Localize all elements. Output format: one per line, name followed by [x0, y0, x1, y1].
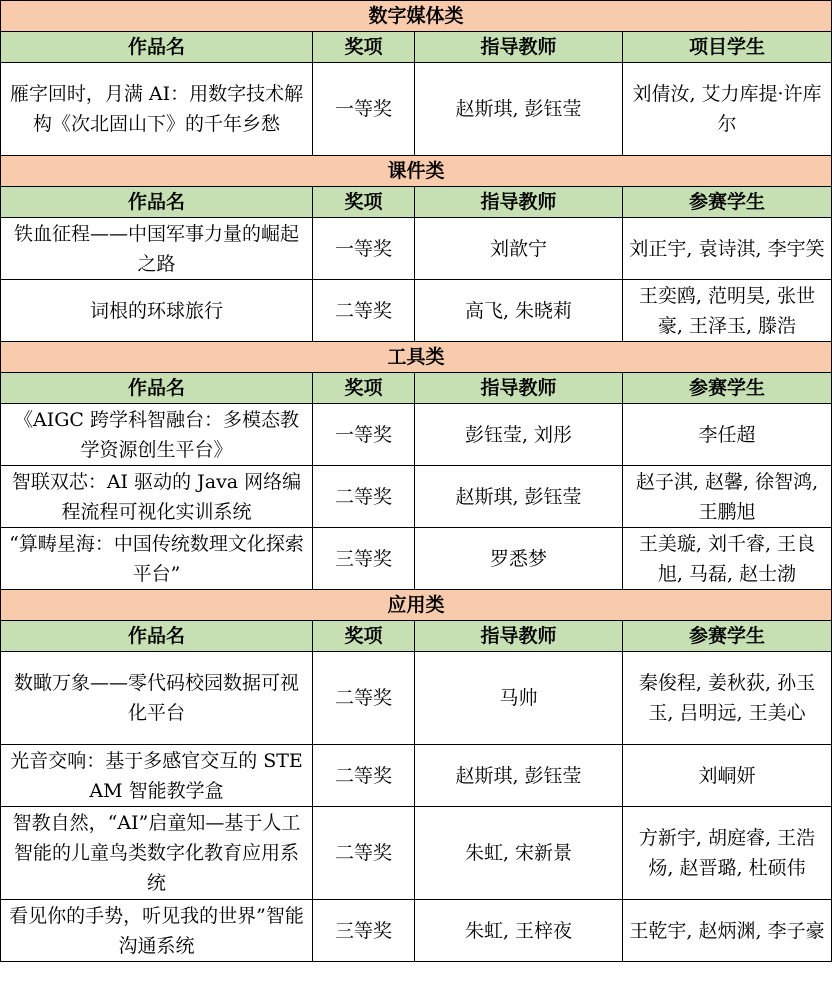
- students-cell: 秦俊程, 姜秋荻, 孙玉玉, 吕明远, 王美心: [623, 652, 832, 745]
- column-header-row: [1, 621, 832, 652]
- category-row: [1, 342, 832, 373]
- award-cell: 二等奖: [313, 807, 415, 900]
- award-cell: 二等奖: [313, 466, 415, 528]
- table-row: [1, 745, 832, 807]
- work-name-cell: 词根的环球旅行: [1, 280, 313, 342]
- teachers-cell: 刘歆宁: [415, 218, 623, 280]
- students-cell: 李任超: [623, 404, 832, 466]
- teachers-cell: 马帅: [415, 652, 623, 745]
- category-title: 应用类: [1, 590, 832, 621]
- table-row: [1, 652, 832, 745]
- award-cell: 三等奖: [313, 528, 415, 590]
- category-title: 工具类: [1, 342, 832, 373]
- students-cell: 赵子淇, 赵馨, 徐智鸿, 王鹏旭: [623, 466, 832, 528]
- teachers-cell: 赵斯琪, 彭钰莹: [415, 745, 623, 807]
- work-name-cell: 数瞰万象——零代码校园数据可视化平台: [1, 652, 313, 745]
- students-cell: 王奕鸥, 范明昊, 张世豪, 王泽玉, 滕浩: [623, 280, 832, 342]
- teachers-cell: 彭钰莹, 刘彤: [415, 404, 623, 466]
- table-row: [1, 280, 832, 342]
- work-name-cell: 光音交响：基于多感官交互的 STEAM 智能教学盒: [1, 745, 313, 807]
- column-header: 奖项: [313, 621, 415, 652]
- column-header: 奖项: [313, 187, 415, 218]
- work-name-cell: 智联双芯：AI 驱动的 Java 网络编程流程可视化实训系统: [1, 466, 313, 528]
- work-name-cell: 智教自然，“AI”启童知—基于人工智能的儿童鸟类数字化教育应用系统: [1, 807, 313, 900]
- award-cell: 一等奖: [313, 63, 415, 156]
- work-name-cell: 《AIGC 跨学科智融台：多模态教学资源创生平台》: [1, 404, 313, 466]
- table-row: [1, 63, 832, 156]
- teachers-cell: 赵斯琪, 彭钰莹: [415, 466, 623, 528]
- award-cell: 一等奖: [313, 218, 415, 280]
- students-cell: 刘倩汝, 艾力库提·许库尔: [623, 63, 832, 156]
- category-row: [1, 590, 832, 621]
- column-header: 指导教师: [415, 373, 623, 404]
- column-header: 指导教师: [415, 32, 623, 63]
- category-row: [1, 1, 832, 32]
- table-row: [1, 466, 832, 528]
- students-cell: 方新宇, 胡庭睿, 王浩炀, 赵晋璐, 杜硕伟: [623, 807, 832, 900]
- column-header: 作品名: [1, 621, 313, 652]
- award-cell: 一等奖: [313, 404, 415, 466]
- column-header: 指导教师: [415, 187, 623, 218]
- award-cell: 三等奖: [313, 900, 415, 962]
- category-title: 数字媒体类: [1, 1, 832, 32]
- award-cell: 二等奖: [313, 745, 415, 807]
- students-cell: 王乾宇, 赵炳渊, 李子豪: [623, 900, 832, 962]
- column-header: 作品名: [1, 373, 313, 404]
- teachers-cell: 朱虹, 王梓夜: [415, 900, 623, 962]
- column-header: 参赛学生: [623, 373, 832, 404]
- column-header-row: [1, 32, 832, 63]
- table-row: [1, 218, 832, 280]
- table-row: [1, 807, 832, 900]
- teachers-cell: 高飞, 朱晓莉: [415, 280, 623, 342]
- category-row: [1, 156, 832, 187]
- work-name-cell: 铁血征程——中国军事力量的崛起之路: [1, 218, 313, 280]
- column-header: 作品名: [1, 187, 313, 218]
- award-cell: 二等奖: [313, 280, 415, 342]
- column-header: 指导教师: [415, 621, 623, 652]
- column-header: 参赛学生: [623, 621, 832, 652]
- students-cell: 刘峒妍: [623, 745, 832, 807]
- teachers-cell: 赵斯琪, 彭钰莹: [415, 63, 623, 156]
- work-name-cell: 雁字回时，月满 AI：用数字技术解构《次北固山下》的千年乡愁: [1, 63, 313, 156]
- students-cell: 王美璇, 刘千睿, 王良旭, 马磊, 赵士渤: [623, 528, 832, 590]
- column-header: 参赛学生: [623, 187, 832, 218]
- column-header: 项目学生: [623, 32, 832, 63]
- table-row: [1, 900, 832, 962]
- column-header: 奖项: [313, 32, 415, 63]
- category-title: 课件类: [1, 156, 832, 187]
- column-header-row: [1, 187, 832, 218]
- award-cell: 二等奖: [313, 652, 415, 745]
- column-header-row: [1, 373, 832, 404]
- column-header: 作品名: [1, 32, 313, 63]
- teachers-cell: 罗悉梦: [415, 528, 623, 590]
- work-name-cell: “算畴星海：中国传统数理文化探索平台”: [1, 528, 313, 590]
- work-name-cell: 看见你的手势，听见我的世界”智能沟通系统: [1, 900, 313, 962]
- column-header: 奖项: [313, 373, 415, 404]
- awards-table-body: [1, 1, 832, 962]
- table-row: [1, 528, 832, 590]
- table-row: [1, 404, 832, 466]
- students-cell: 刘正宇, 袁诗淇, 李宇笑: [623, 218, 832, 280]
- teachers-cell: 朱虹, 宋新景: [415, 807, 623, 900]
